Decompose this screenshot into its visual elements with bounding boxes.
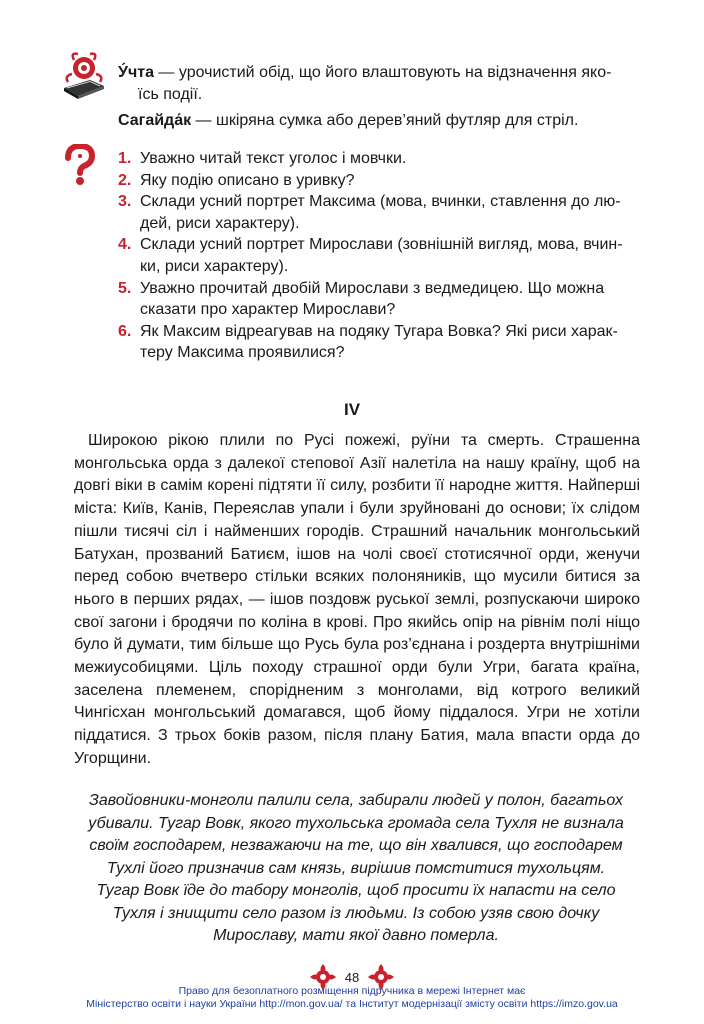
glossary-entry — [118, 110, 638, 132]
question-item — [118, 321, 638, 364]
glossary-definition-cont: їсь події. — [138, 86, 203, 103]
question-text: Склади усний портрет Мирослави (зовнішній вигляд, мова, вчин- — [140, 236, 623, 254]
question-text: Склади усний портрет Максима (мова, вчинки, ставлення до лю- — [140, 193, 621, 211]
glossary — [118, 62, 638, 136]
question-mark-icon — [62, 144, 98, 186]
question-item — [118, 170, 638, 192]
question-text-cont: сказати про характер Мирослави? — [140, 301, 396, 319]
question-text: Уважно прочитай двобій Мирослави з ведмедицею. Що можна — [140, 279, 605, 297]
question-text-cont: дей, риси характеру). — [140, 214, 300, 232]
question-text: Уважно читай текст уголос і мовчки. — [140, 150, 407, 167]
question-item — [118, 278, 638, 321]
glossary-term: У́чта — [118, 64, 154, 81]
question-item — [118, 234, 638, 277]
main-text-body: Широкою рікою плили по Русі пожежі, руїни та смерть. Страшенна монгольська орда з далекої степової Азії налетіла на нашу країну, щоб на довгі віки в самім корені підтяти її силу, розбити її народне життя. Найперші міста: Київ, Канів, Переяслав упали і були зруйновані до основи; їх слідом пішли тисячі сіл і найменших городів. Страшний начальник монгольський Батухан, прозваний Батиєм, ішов на чолі своєї стотисячної орди, женучи перед собою вчетверо стільки всяких полоняників, що мусили битися за нього в перших рядах, — ішов поздовж руської землі, розпускаючи широко свої загони і бродячи по коліна в крові. Про якийсь опір на рівнім полі ніщо було й думати, тим більше що Русь була роз’єднана і роздерта внутрішніми межиусобицями. Ціль походу страшної орди були Угри, багата країна, заселена племенем, спорідненим з монголами, від котрого великий Чингісхан монгольський домагався, щоб йому піддалося. Угри не хотіли піддатися. З трьох боків разом, після плану Батия, мала впасти орда до Угорщини. — [74, 432, 640, 767]
chapter-heading: IV — [343, 400, 361, 419]
question-text-cont: теру Максима проявилися? — [140, 344, 345, 362]
question-number: 6. — [118, 322, 132, 340]
main-text — [74, 430, 640, 771]
chapter-summary: Завойовники-монголи палили села, забирали людей у полон, багатьох убивали. Тугар Вовк, якого тухольська громада села Тухля не визнала своїм господарем, незважаючи на те, що він хвалився, що господарем Тухлі його призначив сам князь, вирішив помститися тухольцям. Тугар Вовк їде до табору монголів, щоб просити їх напасти на село Тухля і знищити село разом із людьми. Із собою узяв свою дочку Мирославу, мати якої давно померла. — [88, 792, 624, 944]
footer-line: Право для безоплатного розміщення підручника в мережі Інтернет має — [178, 985, 526, 997]
glossary-entry — [118, 62, 638, 106]
glossary-term: Сагайда́к — [118, 112, 192, 129]
question-number: 2. — [118, 171, 132, 189]
question-number: 4. — [118, 236, 132, 254]
question-text: Яку подію описано в уривку? — [140, 171, 355, 189]
footer-note — [0, 985, 704, 1011]
question-text-cont: ки, риси характеру). — [140, 257, 289, 275]
question-number: 3. — [118, 193, 132, 211]
book-flower-icon — [60, 50, 108, 100]
question-item — [118, 148, 638, 170]
page-number: 48 — [344, 970, 360, 985]
question-number: 1. — [118, 150, 132, 167]
questions-list — [118, 148, 638, 364]
glossary-definition: — шкіряна сумка або дерев’яний футляр для стріл. — [191, 112, 579, 129]
glossary-definition: — урочистий обід, що його влаштовують на відзначення яко- — [153, 64, 612, 81]
footer-line: Міністерство освіти і науки України http://mon.gov.ua/ та Інститут модернізації змісту освіти https://imzo.gov.ua — [86, 998, 618, 1010]
question-number: 5. — [118, 279, 132, 297]
question-text: Як Максим відреагував на подяку Тугара Вовка? Які риси харак- — [140, 322, 618, 340]
question-item — [118, 191, 638, 234]
